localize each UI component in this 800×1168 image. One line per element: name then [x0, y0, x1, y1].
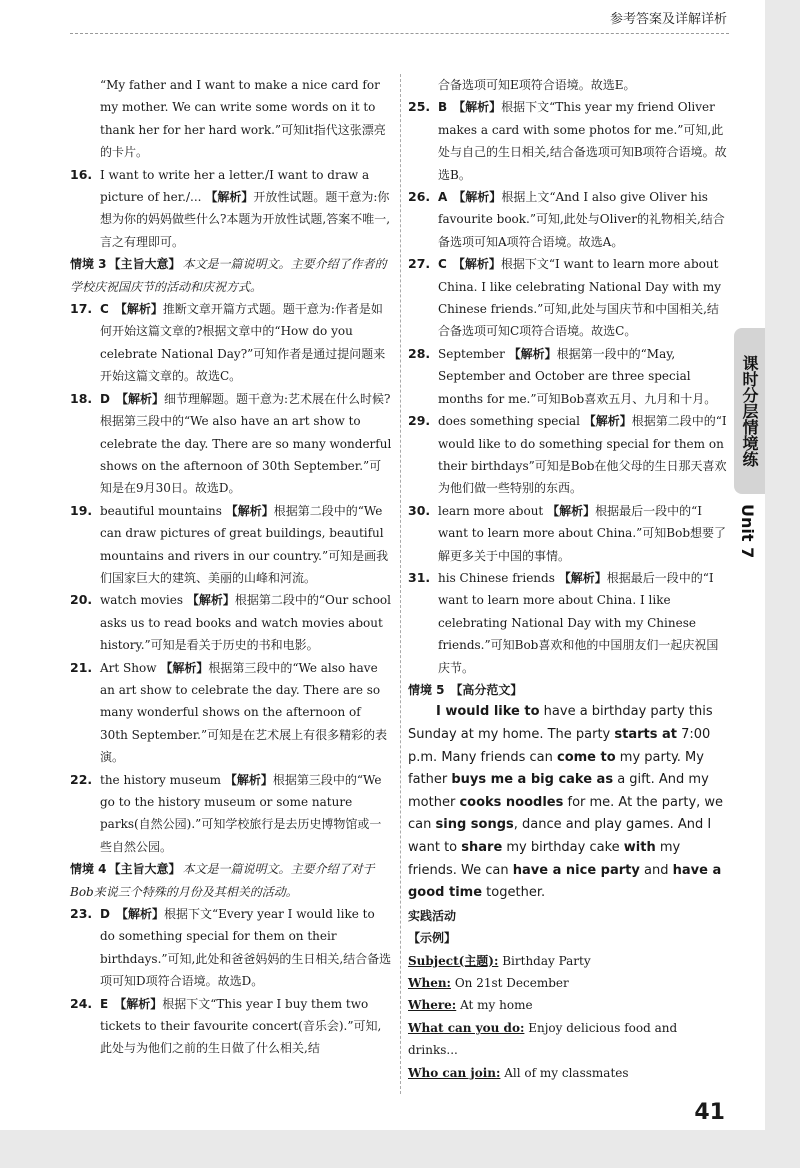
answer-25: 25. B 【解析】根据下文“This year my friend Oliver makes a card with some photos for me.”可知,此处与自己的生日相关,结合备选项可知B项符合语境。故选B。: [408, 99, 727, 182]
activity-who: Who can join: All of my classmates: [408, 1065, 629, 1080]
right-column: [408, 74, 728, 1084]
answer-26: 26. A 【解析】根据上文“And I also give Oliver his favourite book.”可知,此处与Oliver的礼物相关,结合备选项可知A项符合语境。故选A。: [408, 189, 725, 249]
answer-18: 18. D 【解析】细节理解题。题干意为:艺术展在什么时候?根据第三段中的“We also have an art show to celebrate the day. There are so many wonderful shows on the afternoon of 30th September.”可知是在9月30日。故选D。: [70, 390, 392, 496]
answer-continuation: “My father and I want to make a nice card for my mother. We can write some words on it to thank her for her hard work.”可知it指代这张漂亮的卡片。: [100, 78, 386, 160]
answer-31: 31. his Chinese friends 【解析】根据最后一段中的“I want to learn more about China. I like celebrating National Day with my Chinese friends.”可知Bob喜欢和他的中国朋友们一起庆祝国庆节。: [408, 569, 719, 675]
answer-19: 19. beautiful mountains 【解析】根据第二段中的“We can draw pictures of great buildings, beautiful mountains and rivers in our country.”可知是画我们国家巨大的建筑、美丽的山峰和河流。: [70, 502, 389, 585]
header-divider: [70, 33, 729, 34]
answer-21: 21. Art Show 【解析】根据第三段中的“We also have an art show to celebrate the day. There are so many wonderful shows on the afternoon of 30th September.”可知是在艺术展上有很多精彩的表演。: [70, 659, 388, 765]
situation-4-summary: 情境 4 【主旨大意】 本文是一篇说明文。主要介绍了对于Bob来说三个特殊的月份及其相关的活动。: [70, 862, 375, 899]
activity-example-label: 【示例】: [408, 931, 457, 946]
situation-5-heading: 情境 5 【高分范文】: [408, 682, 523, 697]
answer-20: 20. watch movies 【解析】根据第二段中的“Our school asks us to read books and watch movies about history.”可知是看关于历史的书和电影。: [70, 592, 391, 653]
answer-28: 28. September 【解析】根据第一段中的“May, September and October are three special months for me.”可知Bob喜欢五月、九月和十月。: [408, 345, 717, 406]
answer-16: 16. I want to write her a letter./I want to draw a picture of her./... 【解析】开放性试题。题干意为:你想为你的妈妈做些什么?本题为开放性试题,答案不唯一,言之有理即可。: [70, 166, 391, 249]
answer-23: 23. D 【解析】根据下文“Every year I would like to do something special for them on their birthdays.”可知,此处和爸爸妈妈的生日相关,结合备选项可知D项符合语境。故选D。: [70, 906, 392, 989]
answer-22: 22. the history museum 【解析】根据第三段中的“We go to the history museum or some nature parks(自然公园).”可知学校旅行是去历史博物馆或一些自然公园。: [70, 771, 382, 854]
answer-29: 29. does something special 【解析】根据第二段中的“I would like to do something special for them on their birthdays”可知是Bob在他父母的生日那天喜欢为他们做一些特别的东西。: [408, 413, 727, 496]
answer-24: 24. E 【解析】根据下文“This year I buy them two tickets to their favourite concert(音乐会).”可知,此处与为他们之前的生日做了什么相关,结: [70, 995, 382, 1056]
page-header: 参考答案及详解详析: [609, 12, 727, 27]
page-number: 41: [694, 1100, 725, 1125]
activity-when: When: On 21st December: [408, 975, 569, 990]
column-divider: [400, 74, 401, 1094]
situation-3-summary: 情境 3 【主旨大意】 本文是一篇说明文。主要介绍了作者的学校庆祝国庆节的活动和庆祝方式。: [70, 257, 387, 294]
left-column: [70, 74, 392, 1060]
answer-continuation-right: 合备选项可知E项符合语境。故选E。: [438, 78, 636, 92]
answer-30: 30. learn more about 【解析】根据最后一段中的“I want to learn more about China.”可知Bob想要了解更多关于中国的事情。: [408, 502, 727, 563]
activity-where: Where: At my home: [408, 998, 533, 1013]
activity-what: What can you do: Enjoy delicious food and drinks...: [408, 1020, 678, 1058]
model-essay: I would like to have a birthday party this Sunday at my home. The party starts at 7:00 p.m. Many friends can come to my party. My father buys me a big cake as a gift. And my mother cooks noodles for me. At the party, we can sing songs, dance and play games. And I want to share my birthday cake with my friends. We can have a nice party and have a good time together.: [408, 704, 724, 901]
side-tab-lesson-practice: 课时分层情境练: [734, 328, 765, 494]
activity-title: 实践活动: [408, 908, 457, 923]
side-tab-unit: Unit 7: [738, 504, 757, 559]
answer-27: 27. C 【解析】根据下文“I want to learn more about China. I like celebrating National Day with my Chinese friends.”可知,此处与国庆节和中国相关,结合备选项可知C项符合语境。故选C。: [408, 256, 721, 339]
activity-subject: Subject(主题): Birthday Party: [408, 953, 591, 968]
answer-17: 17. C 【解析】推断文章开篇方式题。题干意为:作者是如何开始这篇文章的?根据文章中的“How do you celebrate National Day?”可知作者是通过提问题来开始这篇文章的。故选C。: [70, 301, 386, 384]
